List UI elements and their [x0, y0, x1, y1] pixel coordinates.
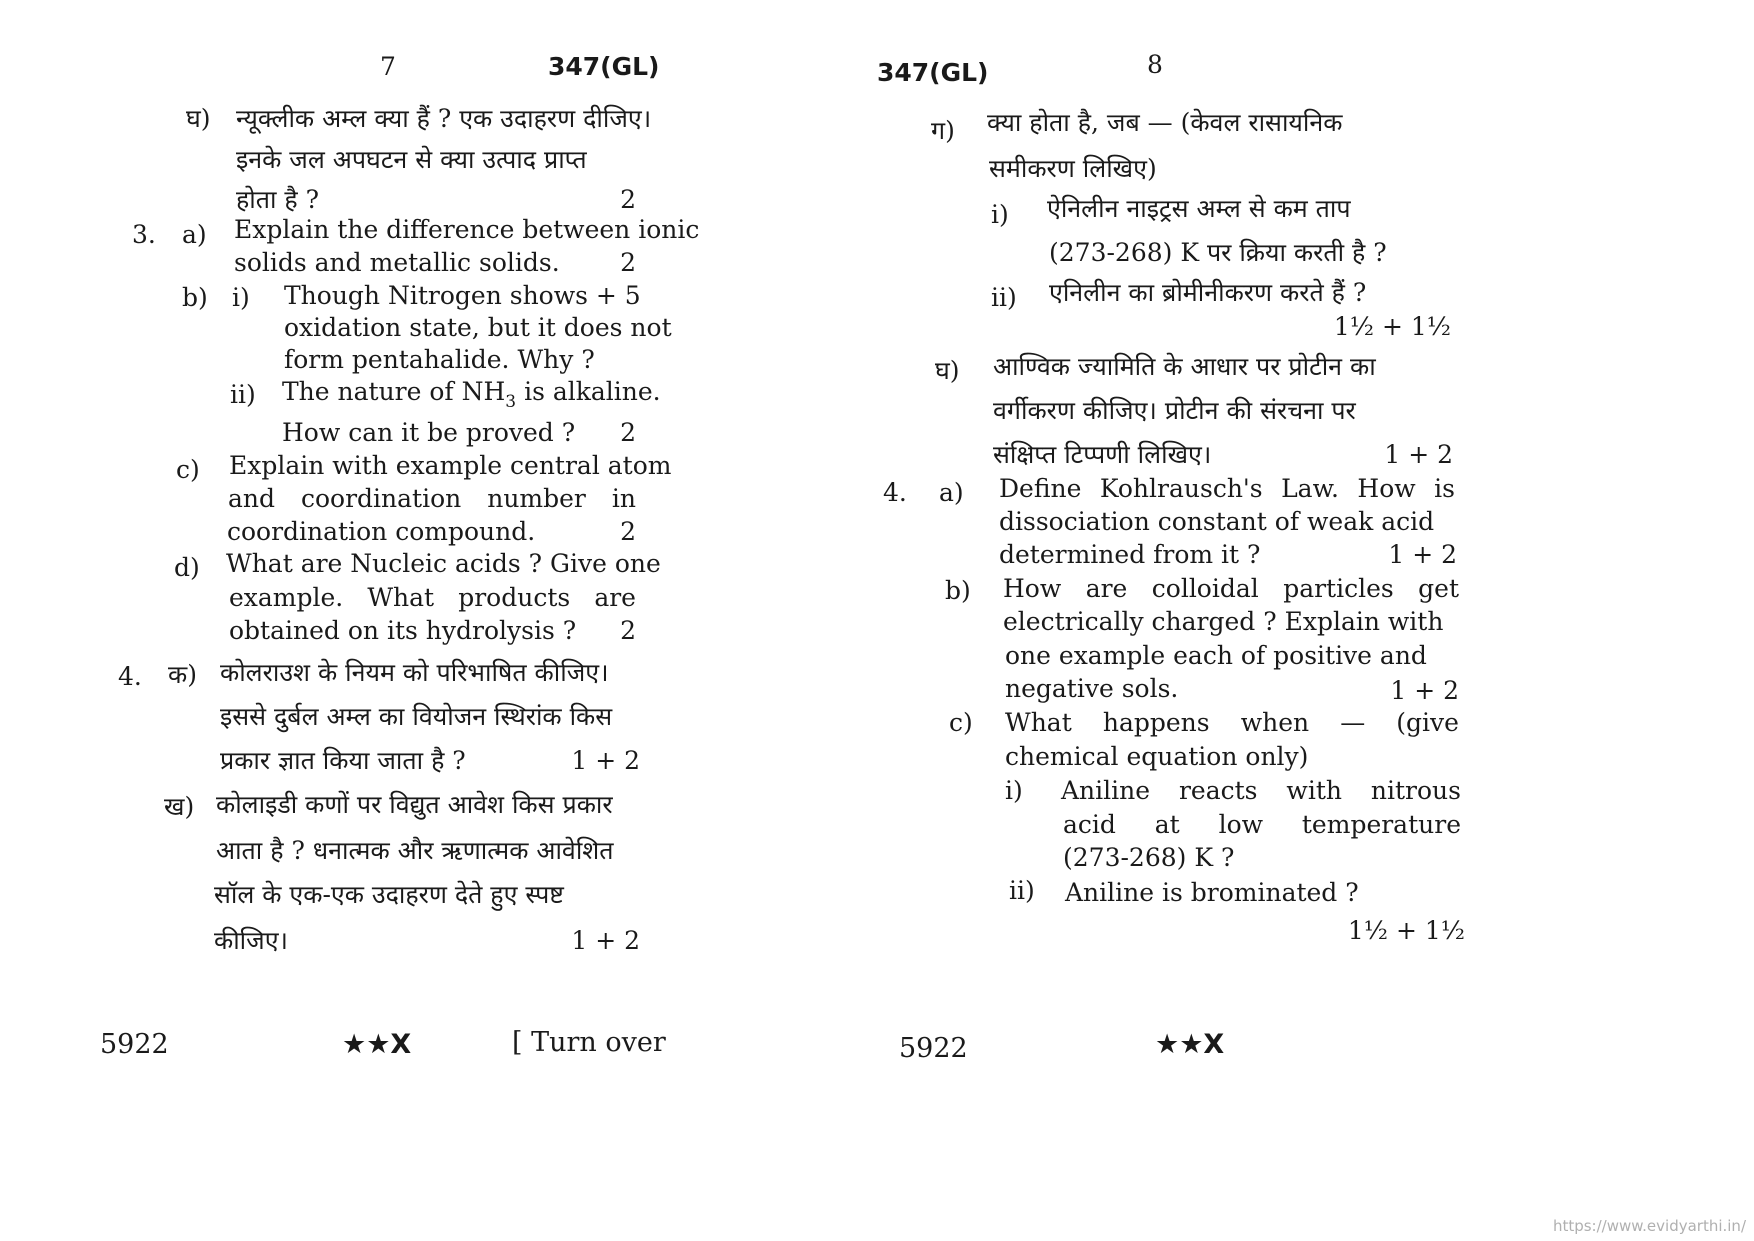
question-text: and coordination number in: [228, 484, 636, 513]
subquestion-label: ii): [230, 380, 256, 409]
question-text: Though Nitrogen shows + 5: [284, 281, 641, 310]
question-text: एनिलीन का ब्रोमीनीकरण करते हैं ?: [1049, 278, 1367, 307]
question-number: 4.: [883, 478, 907, 507]
question-text: कीजिए।: [214, 926, 289, 955]
question-text: negative sols.: [1005, 674, 1179, 703]
question-text: आण्विक ज्यामिति के आधार पर प्रोटीन का: [993, 352, 1376, 381]
question-label: ग): [931, 116, 955, 145]
question-text: Define Kohlrausch's Law. How is: [999, 474, 1455, 503]
question-text: संक्षिप्त टिप्पणी लिखिए।: [993, 440, 1212, 469]
question-label: c): [949, 708, 973, 737]
turn-over: [ Turn over: [512, 1027, 666, 1058]
subquestion-label: i): [232, 283, 250, 312]
question-label: b): [945, 576, 971, 605]
watermark-url: https://www.evidyarthi.in/: [1552, 1217, 1746, 1235]
question-text: Explain the difference between ionic: [234, 215, 700, 244]
question-text: oxidation state, but it does not: [284, 313, 672, 342]
subquestion-label: i): [991, 200, 1009, 229]
question-label: d): [174, 553, 200, 582]
question-text: obtained on its hydrolysis ?: [229, 616, 577, 645]
question-text: ऐनिलीन नाइट्रस अम्ल से कम ताप: [1047, 194, 1351, 223]
marks: 1 + 2: [1384, 440, 1453, 469]
question-text: आता है ? धनात्मक और ऋणात्मक आवेशित: [216, 836, 614, 865]
question-text: acid at low temperature: [1063, 810, 1461, 839]
marks: 1 + 2: [571, 746, 640, 775]
question-text: समीकरण लिखिए): [989, 154, 1157, 183]
question-text: Explain with example central atom: [229, 451, 672, 480]
question-text: कोलाइडी कणों पर विद्युत आवेश किस प्रकार: [216, 790, 613, 819]
marks: 1 + 2: [571, 926, 640, 955]
question-label: क): [168, 660, 197, 689]
question-number: 3.: [132, 220, 156, 249]
footer-code: 5922: [100, 1029, 169, 1060]
question-text: What happens when — (give: [1005, 708, 1459, 737]
marks: 2: [620, 517, 636, 546]
question-text: न्यूक्लीक अम्ल क्या हैं ? एक उदाहरण दीजिए।: [236, 104, 652, 133]
question-label: घ): [935, 356, 960, 385]
marks: 2: [620, 418, 636, 447]
footer-stars: ★★X: [342, 1029, 412, 1060]
question-text: (273-268) K पर क्रिया करती है ?: [1049, 238, 1387, 267]
question-text: सॉल के एक-एक उदाहरण देते हुए स्पष्ट: [214, 880, 564, 909]
marks: 1 + 2: [1388, 540, 1457, 569]
question-text: होता है ?: [236, 185, 320, 214]
question-text: Aniline reacts with nitrous: [1061, 776, 1461, 805]
marks: 2: [620, 616, 636, 645]
question-text: कोलराउश के नियम को परिभाषित कीजिए।: [220, 658, 609, 687]
question-text: solids and metallic solids.: [234, 248, 560, 277]
question-text: dissociation constant of weak acid: [999, 507, 1435, 536]
question-text: electrically charged ? Explain with: [1003, 607, 1444, 636]
paper-code: 347(GL): [877, 58, 989, 87]
question-text: determined from it ?: [999, 540, 1261, 569]
question-text: chemical equation only): [1005, 742, 1309, 771]
footer-code: 5922: [899, 1033, 968, 1064]
question-text: Aniline is brominated ?: [1065, 878, 1359, 907]
question-text: इनके जल अपघटन से क्या उत्पाद प्राप्त: [236, 145, 587, 174]
question-text: How are colloidal particles get: [1003, 574, 1459, 603]
marks: 1½ + 1½: [1333, 312, 1451, 341]
question-text: प्रकार ज्ञात किया जाता है ?: [220, 746, 466, 775]
question-label: ख): [164, 792, 195, 821]
paper-code: 347(GL): [548, 52, 660, 81]
question-label: a): [939, 478, 964, 507]
question-text: The nature of $NH_3$ is alkaline.: [282, 377, 661, 412]
question-text: (273-268) K ?: [1063, 843, 1235, 872]
footer-stars: ★★X: [1155, 1029, 1225, 1060]
marks: 2: [620, 248, 636, 277]
marks: 2: [620, 185, 636, 214]
question-text: क्या होता है, जब — (केवल रासायनिक: [987, 108, 1343, 137]
question-text: How can it be proved ?: [282, 418, 576, 447]
question-label: घ): [186, 104, 211, 133]
question-text: इससे दुर्बल अम्ल का वियोजन स्थिरांक किस: [220, 702, 613, 731]
question-number: 4.: [118, 662, 142, 691]
question-text: example. What products are: [229, 583, 636, 612]
subquestion-label: i): [1005, 776, 1023, 805]
question-text: वर्गीकरण कीजिए। प्रोटीन की संरचना पर: [993, 396, 1356, 425]
page-number: 8: [1147, 50, 1163, 79]
question-text: one example each of positive and: [1005, 641, 1427, 670]
question-text: coordination compound.: [227, 517, 536, 546]
right-page: [877, 0, 1754, 1241]
question-label: c): [176, 455, 200, 484]
question-label: b): [182, 283, 208, 312]
question-text: form pentahalide. Why ?: [284, 345, 595, 374]
marks: 1½ + 1½: [1347, 916, 1465, 945]
question-text: What are Nucleic acids ? Give one: [226, 549, 661, 578]
page-number: 7: [380, 52, 396, 81]
question-label: a): [182, 220, 207, 249]
subquestion-label: ii): [1009, 876, 1035, 905]
subquestion-label: ii): [991, 283, 1017, 312]
marks: 1 + 2: [1390, 676, 1459, 705]
